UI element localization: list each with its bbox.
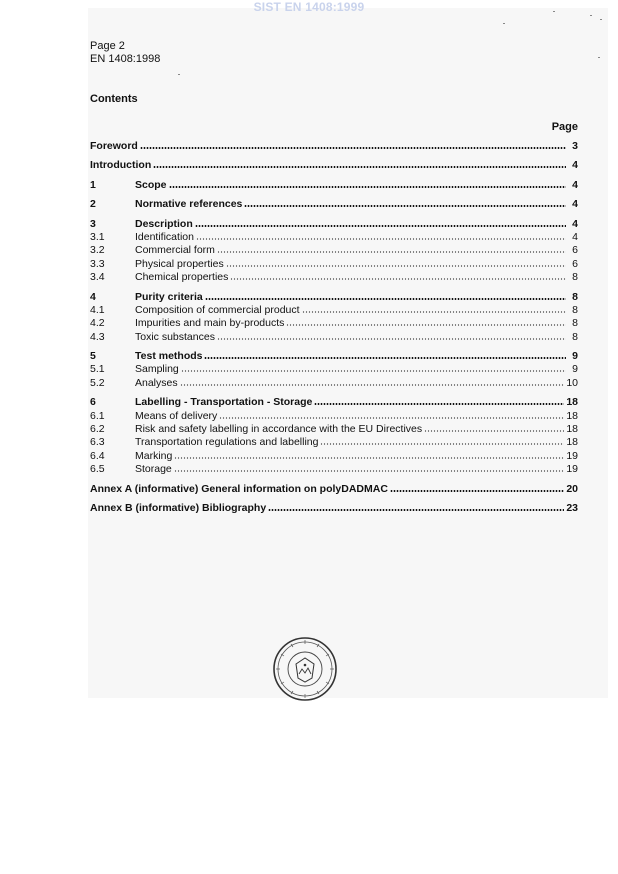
toc-entry[interactable]	[90, 502, 578, 515]
toc-entry-page: 18	[566, 396, 578, 409]
page-column-heading: Page	[551, 121, 578, 133]
toc-entry-page: 4	[572, 178, 578, 191]
dot-leader	[302, 304, 566, 313]
dot-leader	[180, 377, 565, 386]
dot-leader	[219, 410, 564, 419]
dot-leader	[205, 291, 566, 300]
page-number: Page 2	[90, 40, 125, 52]
toc-entry-number: 6.3	[90, 436, 105, 449]
toc-entry-title: Labelling - Transportation - Storage	[135, 396, 313, 409]
toc-entry-title: Sampling	[135, 363, 179, 376]
page-header	[90, 40, 160, 66]
toc-entry-title: Scope	[135, 178, 167, 191]
toc-entry-number: 3.3	[90, 257, 105, 270]
toc-entry-title: Storage	[135, 463, 172, 476]
scan-speck	[590, 15, 592, 16]
dot-leader	[140, 140, 566, 149]
toc-entry-page: 4	[572, 230, 578, 243]
toc-entry-page: 8	[572, 317, 578, 330]
toc-entry[interactable]	[90, 410, 578, 423]
toc-entry-title: Analyses	[135, 376, 178, 389]
toc-entry-number: 6.4	[90, 449, 105, 462]
toc-entry-number: 4.2	[90, 317, 105, 330]
watermark: SIST EN 1408:1999	[253, 0, 365, 14]
dot-leader	[226, 258, 566, 267]
official-seal-icon	[272, 636, 338, 702]
toc-entry-number: 6	[90, 396, 96, 409]
toc-entry[interactable]	[90, 140, 578, 153]
toc-entry-number: 3	[90, 217, 96, 230]
toc-entry-number: 4.3	[90, 330, 105, 343]
toc-entry[interactable]	[90, 179, 578, 192]
dot-leader	[196, 231, 566, 240]
toc-entry-number: 3.2	[90, 244, 105, 257]
dot-leader	[314, 396, 564, 405]
toc-entry-page: 8	[572, 271, 578, 284]
toc-entry[interactable]	[90, 258, 578, 271]
toc-entry-page: 18	[566, 423, 578, 436]
dot-leader	[181, 363, 566, 372]
dot-leader	[390, 483, 564, 492]
toc-entry-page: 8	[572, 330, 578, 343]
toc-entry-number: 2	[90, 198, 96, 211]
toc-entry-page: 6	[572, 257, 578, 270]
dot-leader	[230, 271, 566, 280]
toc-entry[interactable]	[90, 436, 578, 449]
toc-group	[90, 179, 578, 192]
contents-heading: Contents	[90, 93, 138, 105]
dot-leader	[217, 331, 566, 340]
scan-speck	[178, 74, 180, 75]
toc-entry-title: Means of delivery	[135, 409, 218, 422]
toc-entry-title: Toxic substances	[135, 330, 215, 343]
toc-entry-title: Normative references	[135, 198, 243, 211]
toc-group	[90, 218, 578, 285]
toc-entry[interactable]	[90, 317, 578, 330]
dot-leader	[153, 159, 566, 168]
table-of-contents	[90, 140, 578, 521]
toc-entry-page: 9	[572, 350, 578, 363]
toc-entry-title: Annex A (informative) General information on polyDADMAC	[90, 482, 388, 495]
toc-entry-page: 8	[572, 303, 578, 316]
toc-entry-page: 18	[566, 409, 578, 422]
toc-group	[90, 502, 578, 515]
toc-entry[interactable]	[90, 218, 578, 231]
toc-entry-title: Commercial form	[135, 244, 215, 257]
toc-entry-page: 3	[572, 140, 578, 152]
toc-entry-number: 3.1	[90, 230, 105, 243]
toc-entry-number: 4.1	[90, 303, 105, 316]
toc-entry-page: 9	[572, 363, 578, 376]
toc-entry[interactable]	[90, 483, 578, 496]
toc-entry[interactable]	[90, 331, 578, 344]
scan-speck	[600, 19, 602, 20]
toc-entry-number: 6.1	[90, 409, 105, 422]
toc-entry-number: 3.4	[90, 271, 105, 284]
scan-speck	[553, 11, 555, 12]
dot-leader	[204, 350, 566, 359]
dot-leader	[174, 450, 564, 459]
toc-entry-title: Identification	[135, 230, 194, 243]
toc-entry-number: 6.5	[90, 463, 105, 476]
scan-speck	[598, 57, 600, 58]
toc-entry[interactable]	[90, 350, 578, 363]
toc-entry-title: Chemical properties	[135, 271, 229, 284]
dot-leader	[195, 218, 566, 227]
toc-entry-page: 4	[572, 159, 578, 172]
toc-entry[interactable]	[90, 198, 578, 211]
toc-entry-page: 4	[572, 198, 578, 211]
toc-entry-number: 5	[90, 350, 96, 363]
toc-entry[interactable]	[90, 363, 578, 376]
toc-entry[interactable]	[90, 271, 578, 284]
toc-group	[90, 140, 578, 153]
toc-entry[interactable]	[90, 377, 578, 390]
toc-entry-title: Annex B (informative) Bibliography	[90, 501, 267, 514]
toc-entry[interactable]	[90, 396, 578, 409]
toc-entry-number: 5.1	[90, 363, 105, 376]
toc-group	[90, 291, 578, 345]
toc-entry-number: 5.2	[90, 376, 105, 389]
toc-entry-page: 19	[566, 449, 578, 462]
scan-speck	[503, 23, 505, 24]
toc-entry[interactable]	[90, 304, 578, 317]
toc-entry-number: 1	[90, 178, 96, 191]
standard-id: EN 1408:1998	[90, 53, 161, 65]
toc-entry-title: Purity criteria	[135, 290, 203, 303]
toc-entry-page: 4	[572, 217, 578, 230]
toc-entry[interactable]	[90, 291, 578, 304]
toc-entry-page: 18	[566, 436, 578, 449]
toc-entry[interactable]	[90, 450, 578, 463]
dot-leader	[286, 317, 566, 326]
toc-entry-title: Impurities and main by-products	[135, 317, 285, 330]
toc-entry-page: 10	[566, 376, 578, 389]
dot-leader	[169, 179, 566, 188]
dot-leader	[244, 198, 566, 207]
toc-entry-title: Physical properties	[135, 257, 224, 270]
toc-entry-page: 20	[566, 482, 578, 495]
dot-leader	[320, 436, 564, 445]
dot-leader	[424, 423, 564, 432]
toc-entry-page: 6	[572, 244, 578, 257]
toc-group	[90, 350, 578, 390]
toc-entry-title: Description	[135, 217, 193, 230]
toc-entry-title: Transportation regulations and labelling	[135, 436, 319, 449]
toc-entry-title: Foreword	[90, 140, 138, 152]
toc-entry[interactable]	[90, 423, 578, 436]
toc-entry-title: Introduction	[90, 159, 152, 172]
toc-entry[interactable]	[90, 244, 578, 257]
toc-group	[90, 159, 578, 172]
toc-entry-page: 23	[566, 501, 578, 514]
toc-entry[interactable]	[90, 159, 578, 172]
toc-entry-title: Test methods	[135, 350, 203, 363]
dot-leader	[217, 244, 566, 253]
toc-entry-title: Marking	[135, 449, 173, 462]
toc-entry[interactable]	[90, 463, 578, 476]
toc-entry-title: Risk and safety labelling in accordance with the EU Directives	[135, 423, 423, 436]
toc-group	[90, 198, 578, 211]
toc-entry-page: 19	[566, 463, 578, 476]
toc-group	[90, 483, 578, 496]
toc-entry-number: 6.2	[90, 423, 105, 436]
toc-entry-title: Composition of commercial product	[135, 303, 300, 316]
toc-entry-number: 4	[90, 290, 96, 303]
dot-leader	[268, 502, 564, 511]
toc-entry[interactable]	[90, 231, 578, 244]
toc-group	[90, 396, 578, 476]
dot-leader	[174, 463, 565, 472]
toc-entry-page: 8	[572, 290, 578, 303]
